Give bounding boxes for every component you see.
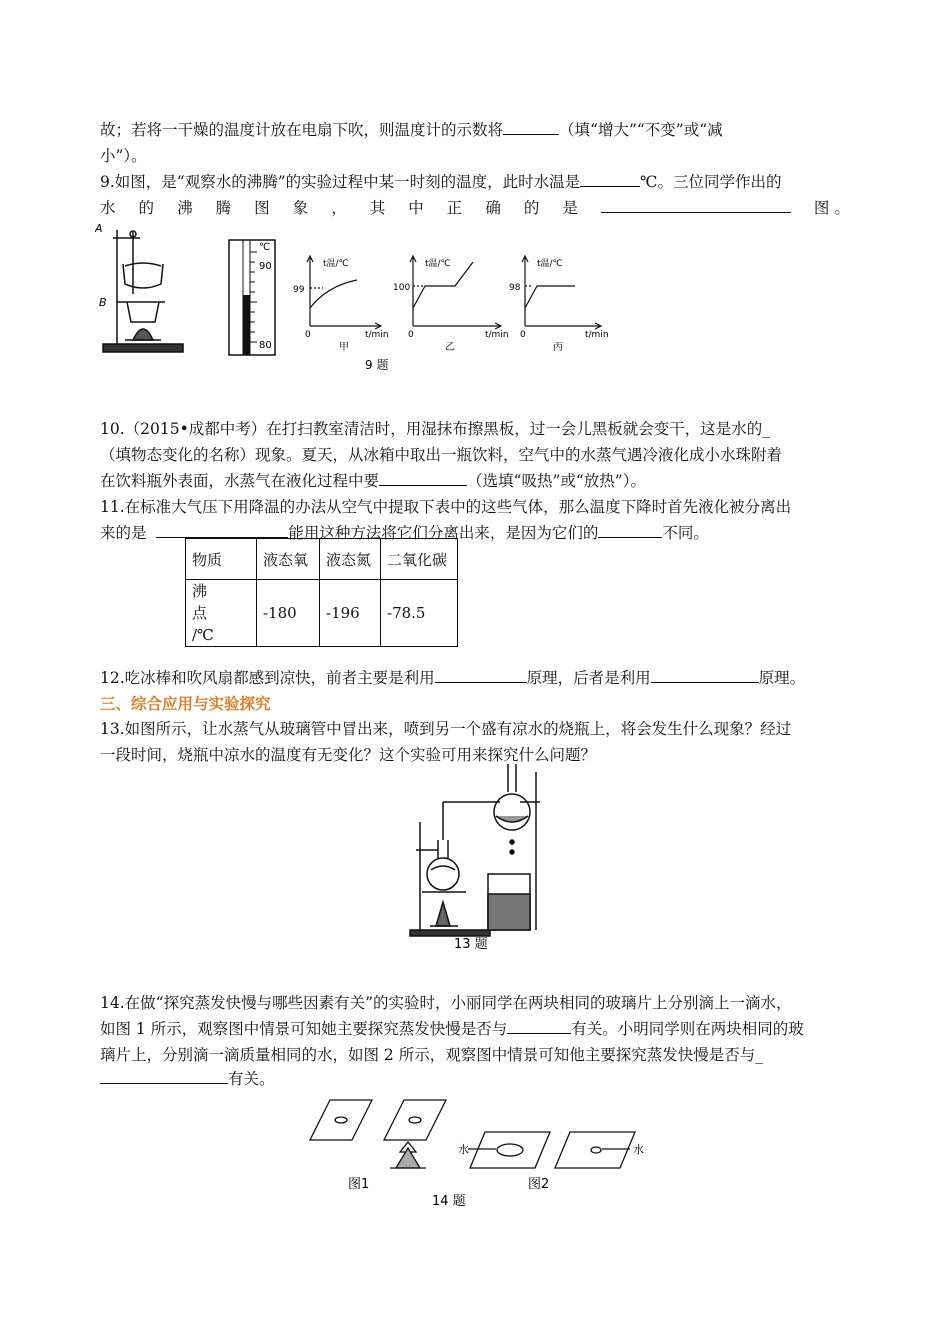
q9-word: 的 bbox=[138, 199, 155, 217]
q9-word: 图 bbox=[254, 199, 270, 217]
q9-word: 腾 bbox=[215, 199, 232, 217]
q12-text-a: 12.吃冰棒和吹风扇都感到凉快，前者主要是利用 bbox=[100, 669, 435, 687]
table-cell: -180 bbox=[257, 580, 320, 647]
q9-word: 确 bbox=[485, 199, 501, 217]
boiling-apparatus-drawing bbox=[103, 230, 183, 352]
q14-line1: 14.在做“探究蒸发快慢与哪些因素有关”的实验时，小丽同学在两块相同的玻璃片上分别滴上一滴水， bbox=[100, 994, 792, 1012]
q11-reason-blank[interactable] bbox=[598, 522, 662, 538]
q11-text-b: 能用这种方法将它们分离出来，是因为它们的 bbox=[288, 524, 599, 542]
thermometer-drawing bbox=[229, 240, 275, 355]
q10-text-b: （选填“吸热”或“放热”）。 bbox=[467, 472, 646, 490]
q9-line2 bbox=[100, 197, 850, 219]
q9-word: 正 bbox=[446, 199, 463, 217]
graph-bing-name: 丙 bbox=[553, 342, 563, 353]
q10-line3 bbox=[100, 470, 646, 492]
q9-line2-end: 图 。 bbox=[813, 199, 850, 217]
graph-bing-y-tick: 98 bbox=[509, 283, 521, 293]
q12-line bbox=[100, 667, 805, 689]
q9-caption: 9 题 bbox=[365, 358, 389, 372]
q9-word: 中 bbox=[408, 199, 424, 217]
q14-line4 bbox=[100, 1068, 275, 1090]
q9-word: 的 bbox=[523, 199, 540, 217]
q12-blank-2[interactable] bbox=[651, 667, 759, 683]
q12-text-c: 原理。 bbox=[758, 669, 806, 687]
fig1-label: 图1 bbox=[348, 1177, 370, 1192]
q9-text-a: 9.如图，是“观察水的沸腾”的实验过程中某一时刻的温度，此时水温是 bbox=[100, 173, 581, 191]
q14-caption: 14 题 bbox=[432, 1194, 466, 1209]
table-row-label bbox=[186, 580, 257, 647]
q14-line2 bbox=[100, 1018, 804, 1040]
table-row bbox=[186, 580, 458, 647]
q11-text-a: 来的是 bbox=[100, 524, 147, 542]
q14-blank-1[interactable] bbox=[507, 1018, 571, 1034]
q11-text-c: 不同。 bbox=[662, 524, 709, 542]
q13-figure bbox=[408, 762, 548, 952]
graph-bing-x-label: t/min bbox=[585, 330, 609, 340]
stand-label-a: A bbox=[95, 222, 103, 235]
q13-line1: 13.如图所示，让水蒸气从玻璃管中冒出来，喷到另一个盛有凉水的烧瓶上，将会发生什么现象？经过 bbox=[100, 720, 792, 738]
q9-text-b: ℃。三位同学作出的 bbox=[640, 173, 782, 191]
graph-jia-y-tick: 99 bbox=[293, 285, 305, 295]
graph-bing-origin: 0 bbox=[520, 330, 526, 340]
table-cell: -196 bbox=[320, 580, 381, 647]
graph-jia-name: 甲 bbox=[339, 342, 349, 353]
thermometer-tick-80: 80 bbox=[259, 340, 272, 351]
q11-gas-blank[interactable] bbox=[156, 522, 288, 538]
section-3-heading: 三、综合应用与实验探究 bbox=[100, 695, 271, 713]
q14-blank-2[interactable] bbox=[100, 1068, 228, 1084]
boiling-point-table bbox=[185, 538, 458, 647]
fig2-water-label-left: 水 bbox=[458, 1143, 469, 1156]
table-cell: -78.5 bbox=[381, 580, 458, 647]
q14-text-a: 如图 1 所示，观察图中情景可知她主要探究蒸发快慢是否与 bbox=[100, 1020, 508, 1038]
table-header-cell: 液态氮 bbox=[320, 539, 381, 580]
graph-yi-x-label: t/min bbox=[485, 330, 509, 340]
q12-blank-1[interactable] bbox=[435, 667, 527, 683]
q10-line2: （填物态变化的名称）现象。夏天，从冰箱中取出一瓶饮料，空气中的水蒸气遇冷液化成小水珠附着 bbox=[100, 446, 783, 464]
q13-caption: 13 题 bbox=[454, 937, 488, 952]
graph-yi-origin: 0 bbox=[408, 330, 414, 340]
graph-yi-name: 乙 bbox=[445, 342, 455, 353]
row-label-line1: 沸 点 bbox=[192, 582, 238, 622]
graph-yi-y-tick: 100 bbox=[393, 283, 411, 293]
graph-bing-y-label: t温/℃ bbox=[537, 259, 563, 269]
table-header-cell: 物质 bbox=[186, 539, 257, 580]
q9-line1 bbox=[100, 171, 781, 193]
q8-text-b: （填“增大”“不变”或“减 bbox=[559, 121, 723, 139]
q11-line1: 11.在标准大气压下用降温的办法从空气中提取下表中的这些气体，那么温度下降时首先液化被分离出 bbox=[100, 498, 792, 516]
q10-text-a: 在饮料瓶外表面，水蒸气在液化过程中要 bbox=[100, 472, 380, 490]
q8-line1 bbox=[100, 119, 723, 141]
stand-label-b: B bbox=[99, 296, 107, 309]
q12-text-b: 原理，后者是利用 bbox=[526, 669, 651, 687]
q8-answer-blank[interactable] bbox=[503, 119, 559, 135]
q10-line1: 10.（2015•成都中考）在打扫教室清洁时，用湿抹布擦黑板，过一会儿黑板就会变干，这是水的_ bbox=[100, 420, 770, 438]
q9-word: ， bbox=[331, 199, 347, 217]
graph-yi bbox=[410, 256, 501, 329]
q9-word: 沸 bbox=[177, 199, 193, 217]
table-header-row bbox=[186, 539, 458, 580]
q9-graph-blank[interactable] bbox=[601, 197, 791, 213]
thermometer-tick-90: 90 bbox=[259, 261, 272, 272]
q9-word: 象 bbox=[292, 199, 309, 217]
q14-text-end: 有关。 bbox=[228, 1070, 275, 1088]
row-label-line2: /℃ bbox=[192, 626, 214, 644]
q9-word: 是 bbox=[562, 199, 578, 217]
steam-apparatus-drawing bbox=[410, 764, 540, 936]
q14-line3: 璃片上，分别滴一滴质量相同的水，如图 2 所示，观察图中情景可知他主要探究蒸发快慢是否与_ bbox=[100, 1046, 763, 1064]
q8-text-a: 故；若将一干燥的温度计放在电扇下吹，则温度计的示数将 bbox=[100, 121, 504, 139]
q9-word: 其 bbox=[369, 199, 386, 217]
q8-line2: 小”）。 bbox=[100, 147, 147, 165]
graph-jia-y-label: t温/℃ bbox=[323, 259, 349, 269]
q14-figure bbox=[300, 1092, 660, 1212]
fig2-label: 图2 bbox=[528, 1177, 550, 1192]
q9-word: 水 bbox=[100, 199, 116, 217]
table-header-cell: 二氧化碳 bbox=[381, 539, 458, 580]
q9-figure bbox=[95, 222, 615, 377]
evaporation-drawing bbox=[310, 1100, 635, 1168]
graph-jia-x-label: t/min bbox=[365, 330, 389, 340]
q14-text-b: 有关。小明同学则在两块相同的玻 bbox=[571, 1020, 804, 1038]
graph-yi-y-label: t温/℃ bbox=[425, 259, 451, 269]
q10-answer-blank[interactable] bbox=[379, 470, 467, 486]
graph-jia-origin: 0 bbox=[305, 330, 311, 340]
table-header-cell: 液态氧 bbox=[257, 539, 320, 580]
q9-temp-blank[interactable] bbox=[580, 171, 640, 187]
fig2-water-label-right: 水 bbox=[633, 1143, 644, 1156]
thermometer-unit: ℃ bbox=[259, 242, 271, 253]
q13-line2: 一段时间，烧瓶中凉水的温度有无变化？这个实验可用来探究什么问题？ bbox=[100, 746, 597, 764]
